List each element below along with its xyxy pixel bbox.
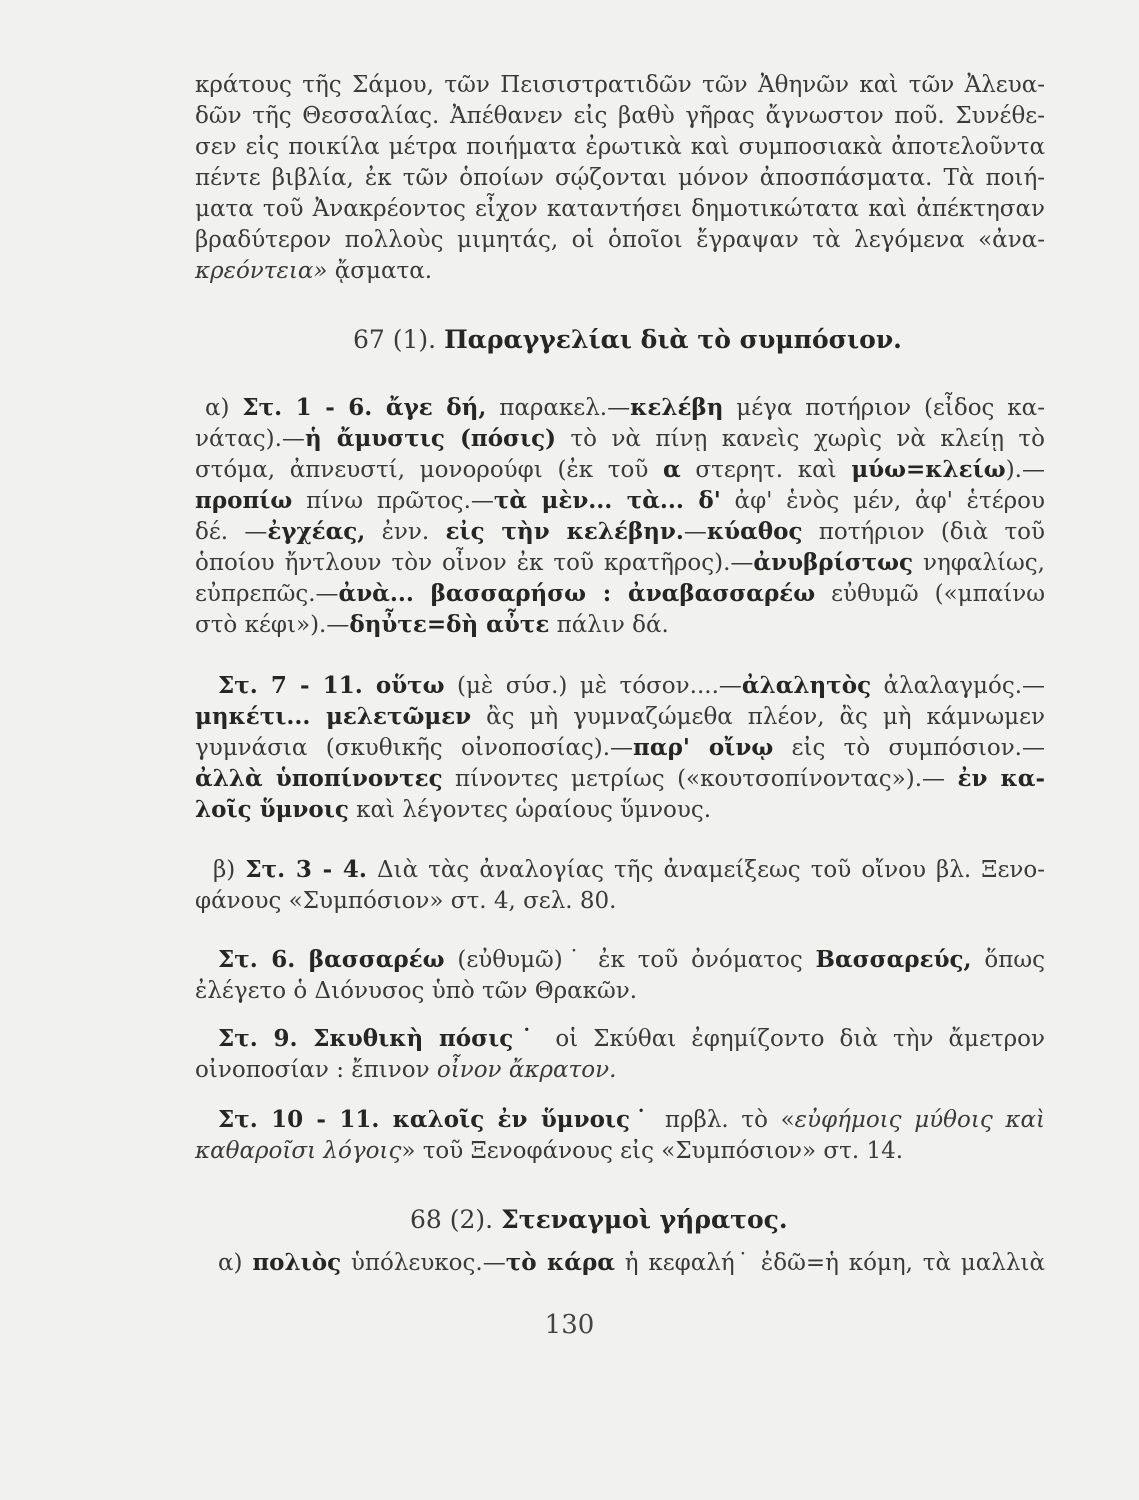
text-line: Στ. 7 - 11. οὕτω (μὲ σύσ.) μὲ τόσον....—ἀλαλητὸς ἀλαλαγμός.— <box>218 672 1046 699</box>
text: βραδύτερον πολλοὺς μιμητάς, οἱ ὁποῖοι ἔγραψαν τὰ λεγόμενα «ἀνα- <box>195 227 1045 253</box>
text-line: εὐπρεπῶς.—ἀνὰ... βασσαρήσω : ἀναβασσαρέω εὐθυμῶ («μπαίνω <box>195 580 1045 607</box>
text-line: μηκέτι... μελετῶμεν ἂς μὴ γυμναζώμεθα πλέον, ἂς μὴ κάμνωμεν <box>195 703 1045 730</box>
section-number: 67 (1). <box>353 325 437 354</box>
section-number: 68 (2). <box>410 1205 494 1234</box>
text-line <box>195 70 1045 100</box>
section-title: Στεναγμοὶ γήρατος. <box>501 1205 788 1234</box>
text-line <box>195 132 1045 162</box>
text: κράτους τῆς Σάμου, τῶν Πεισιστρατιδῶν τῶν Ἀθηνῶν καὶ τῶν Ἀλευα- <box>195 72 1045 98</box>
text-line: φάνους «Συμπόσιον» στ. 4, σελ. 80. <box>195 888 617 914</box>
page-number: 130 <box>544 1310 595 1340</box>
text: ᾄσματα. <box>327 258 433 284</box>
text-line: γυμνάσια (σκυθικῆς οἰνοποσίας).—παρ' οἴνῳ εἰς τὸ συμπόσιον.— <box>195 734 1045 761</box>
text: δῶν τῆς Θεσσαλίας. Ἀπέθανεν εἰς βαθὺ γῆρας ἄγνωστον ποῦ. Συνέθε- <box>195 103 1045 129</box>
text-line: Στ. 9. Σκυθικὴ πόσις˙ οἱ Σκύθαι ἐφημίζοντο διὰ τὴν ἄμετρον <box>218 1025 1045 1052</box>
text-line: προπίω πίνω πρῶτος.—τὰ μὲν... τὰ... δ' ἀφ' ἑνὸς μέν, ἀφ' ἑτέρου <box>195 487 1045 514</box>
text: πέντε βιβλία, ἐκ τῶν ὁποίων σῴζονται μόνον ἀποσπάσματα. Τὰ ποιή- <box>195 165 1045 191</box>
text: σεν εἰς ποικίλα μέτρα ποιήματα ἐρωτικὰ καὶ συμποσιακὰ ἀποτελοῦντα <box>195 134 1045 160</box>
text-line <box>195 225 1045 255</box>
text-line: οἰνοποσίαν : ἔπινον οἶνον ἄκρατον. <box>195 1057 617 1083</box>
text-line <box>195 256 1045 286</box>
section-heading-67 <box>353 325 953 355</box>
text-line: δέ. —ἐγχέας, ἐνν. εἰς τὴν κελέβην.—κύαθος ποτήριον (διὰ τοῦ <box>195 518 1045 545</box>
text-line: ὁποίου ἤντλουν τὸν οἶνον ἐκ τοῦ κρατῆρος).—ἀνυβρίστως νηφαλίως, <box>195 549 1045 576</box>
text-line: ἐλέγετο ὁ Διόνυσος ὑπὸ τῶν Θρακῶν. <box>195 978 638 1004</box>
text-line: β) Στ. 3 - 4. Διὰ τὰς ἀναλογίας τῆς ἀναμείξεως τοῦ οἴνου βλ. Ξενο- <box>213 856 1045 883</box>
text-line: α) Στ. 1 - 6. ἄγε δή, παρακελ.—κελέβη μέγα ποτήριον (εἶδος κα- <box>205 394 1045 421</box>
text-line: Στ. 6. βασσαρέω (εὐθυμῶ)˙ ἐκ τοῦ ὀνόματος Βασσαρεύς, ὅπως <box>218 946 1045 973</box>
text-line: στόμα, ἀπνευστί, μονορούφι (ἐκ τοῦ α στερητ. καὶ μύω=κλείω).— <box>195 456 1045 483</box>
text-line: Στ. 10 - 11. καλοῖς ἐν ὕμνοις˙ πρβλ. τὸ «εὐφήμοις μύθοις καὶ <box>218 1106 1046 1133</box>
text: ματα τοῦ Ἀνακρέοντος εἶχον καταντήσει δημοτικώτατα καὶ ἀπέκτησαν <box>195 196 1045 222</box>
italic-text: κρεόντεια» <box>195 258 328 284</box>
text-line: α) πολιὸς ὑπόλευκος.—τὸ κάρα ἡ κεφαλή˙ ἐδῶ=ἡ κόμη, τὰ μαλλιὰ <box>218 1249 1045 1276</box>
text-line: λοῖς ὕμνοις καὶ λέγοντες ὡραίους ὕμνους. <box>195 796 712 823</box>
section-heading-68 <box>410 1205 1010 1235</box>
text-line: νάτας).—ἡ ἄμυστις (πόσις) τὸ νὰ πίνῃ κανεὶς χωρὶς νὰ κλείῃ τὸ <box>195 425 1046 452</box>
text-line: ἀλλὰ ὑποπίνοντες πίνοντες μετρίως («κουτσοπίνοντας»).— ἐν κα- <box>195 765 1046 792</box>
text-line <box>195 101 1045 131</box>
text-line <box>195 163 1045 193</box>
text-line <box>195 194 1045 224</box>
text-line: στὸ κέφι»).—δηὖτε=δὴ αὖτε πάλιν δά. <box>195 611 669 638</box>
text-line: καθαροῖσι λόγοις» τοῦ Ξενοφάνους εἰς «Συμπόσιον» στ. 14. <box>195 1138 904 1164</box>
section-title: Παραγγελίαι διὰ τὸ συμπόσιον. <box>444 325 902 354</box>
